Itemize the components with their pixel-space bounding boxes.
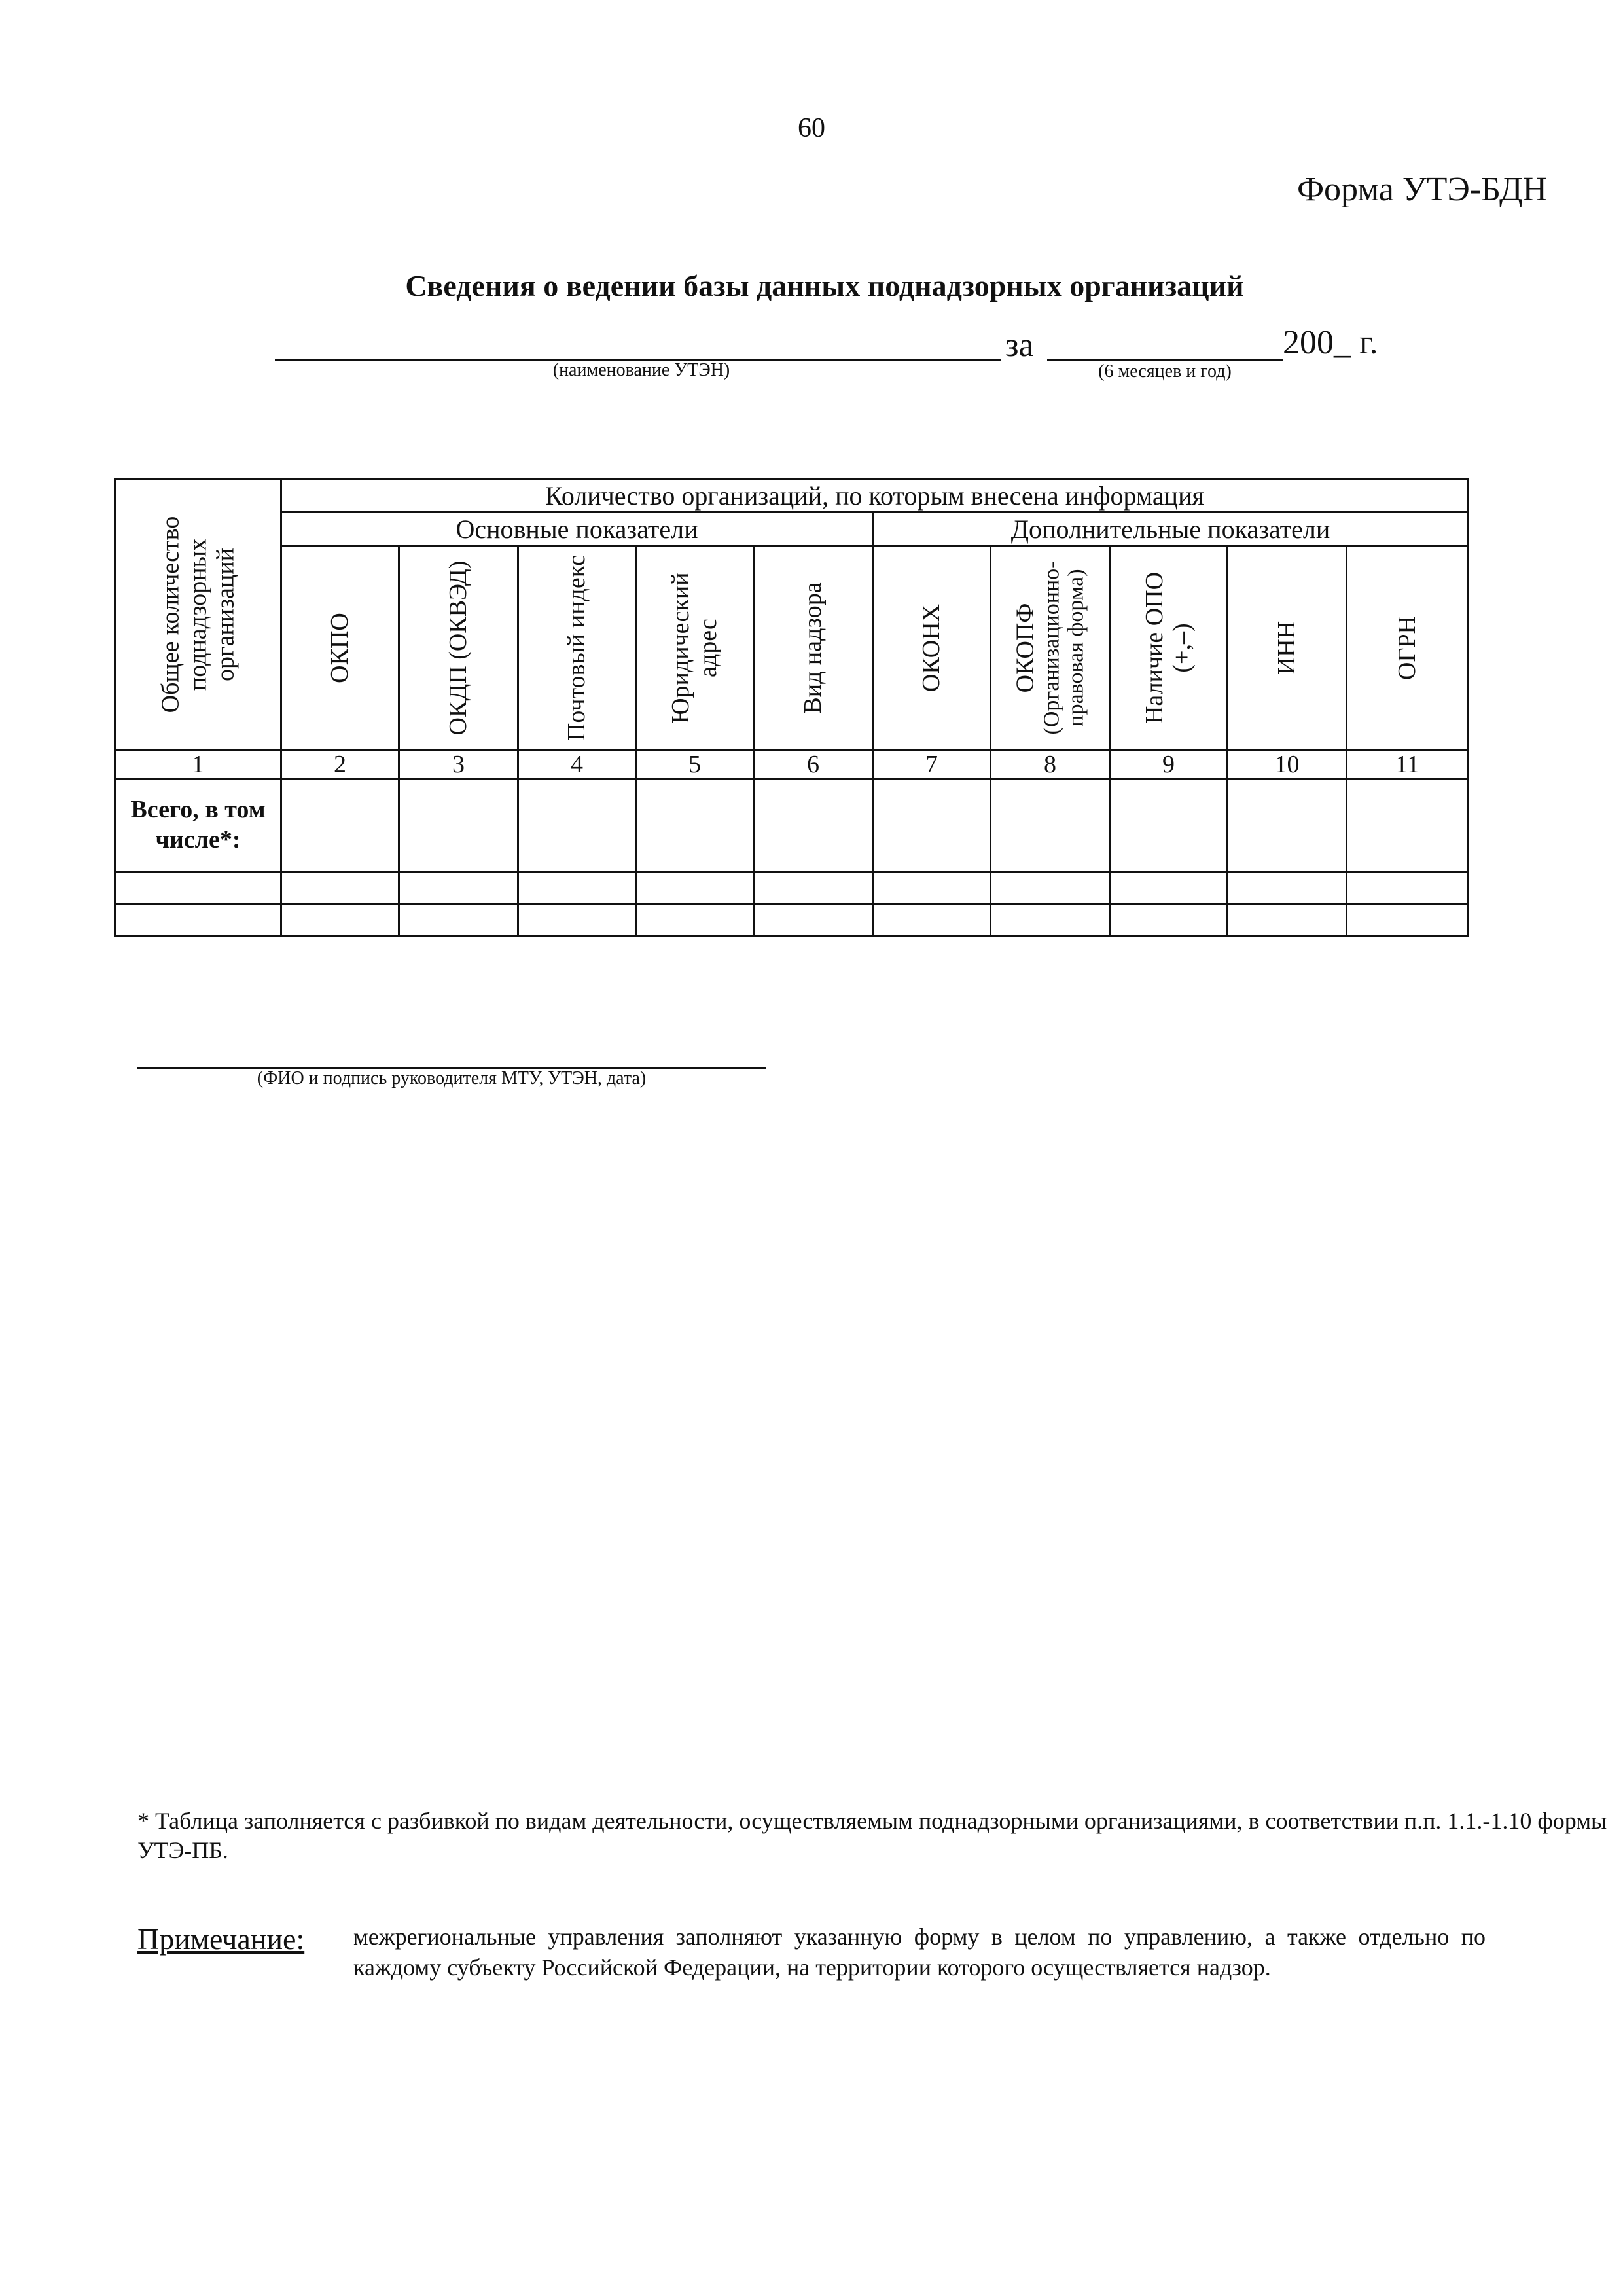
table-cell xyxy=(1110,872,1228,905)
table-cell xyxy=(1347,905,1469,937)
table-cell xyxy=(281,905,399,937)
empty-row xyxy=(115,905,1469,937)
footnote: * Таблица заполняется с разбивкой по видам деятельности, осуществляемым поднадзорными организациями, в соответствии п.п. 1.1.-1.10 формы УТЭ-ПБ. xyxy=(137,1808,1607,1863)
table-cell xyxy=(1110,905,1228,937)
table-cell xyxy=(281,779,399,872)
table-cell xyxy=(636,905,754,937)
za-label: за xyxy=(1005,327,1034,364)
col-header-opo xyxy=(1110,546,1228,751)
table-cell xyxy=(754,905,873,937)
table-cell xyxy=(399,905,518,937)
col-header-1 xyxy=(115,479,281,751)
col-header-supervision-type xyxy=(754,546,873,751)
col-header-opo-line-1: Наличие ОПО xyxy=(1140,571,1168,725)
col-header-inn-text: ИНН xyxy=(1272,620,1300,675)
column-number: 4 xyxy=(518,751,636,779)
table-cell xyxy=(518,779,636,872)
table-cell xyxy=(1347,779,1469,872)
col-header-okonh-text: ОКОНХ xyxy=(917,603,945,692)
document-title: Сведения о ведении базы данных поднадзорных организаций xyxy=(405,269,1244,302)
table-cell xyxy=(281,872,399,905)
table-cell xyxy=(518,872,636,905)
col-header-opo-line-2: (+,–) xyxy=(1168,623,1196,673)
col-header-1-line-1: Общее количество xyxy=(156,516,184,713)
table-cell xyxy=(873,779,991,872)
total-row xyxy=(115,779,1469,872)
table-cell xyxy=(991,872,1110,905)
column-number: 7 xyxy=(873,751,991,779)
col-header-okonh xyxy=(873,546,991,751)
table-cell xyxy=(1347,872,1469,905)
table-cell xyxy=(636,872,754,905)
col-header-legal-address xyxy=(636,546,754,751)
col-header-okopf-line-3: правовая форма) xyxy=(1063,569,1088,727)
col-header-okopf-line-1: ОКОПФ xyxy=(1011,603,1039,693)
table-cell xyxy=(518,905,636,937)
col-header-inn xyxy=(1228,546,1347,751)
period-caption: (6 месяцев и год) xyxy=(1098,361,1232,382)
table-cell xyxy=(873,905,991,937)
col-header-okpo-text: ОКПО xyxy=(325,613,353,683)
column-number: 5 xyxy=(636,751,754,779)
col-header-postcode-text: Почтовый индекс xyxy=(562,554,590,742)
column-number: 6 xyxy=(754,751,873,779)
col-header-okdp xyxy=(399,546,518,751)
column-number: 9 xyxy=(1110,751,1228,779)
table-cell xyxy=(115,872,281,905)
table-cell xyxy=(754,872,873,905)
utehn-name-caption: (наименование УТЭН) xyxy=(552,360,730,380)
note-text: межрегиональные управления заполняют указанную форму в целом по управлению, а также отдельно по каждому субъекту Российской Федерации, на территории которого осуществляется надзор. xyxy=(353,1924,1486,1981)
group-main-header: Основные показатели xyxy=(281,512,873,546)
col-header-ogrn xyxy=(1347,546,1469,751)
table-cell xyxy=(991,779,1110,872)
table-cell xyxy=(399,779,518,872)
column-number: 2 xyxy=(281,751,399,779)
col-header-1-line-3: организаций xyxy=(211,548,239,682)
table-cell xyxy=(991,905,1110,937)
page-number: 60 xyxy=(798,113,825,143)
column-number: 11 xyxy=(1347,751,1469,779)
form-name: Форма УТЭ-БДН xyxy=(1296,171,1547,208)
column-number: 10 xyxy=(1228,751,1347,779)
period-line xyxy=(1047,359,1283,361)
table-cell xyxy=(873,872,991,905)
table-cell xyxy=(754,779,873,872)
table-cell xyxy=(1110,779,1228,872)
column-number: 1 xyxy=(115,751,281,779)
table-cell xyxy=(1228,905,1347,937)
signature-caption: (ФИО и подпись руководителя МТУ, УТЭН, дата) xyxy=(257,1068,647,1088)
col-header-okdp-text: ОКДП (ОКВЭД) xyxy=(444,560,472,736)
top-header: Количество организаций, по которым внесена информация xyxy=(281,479,1469,512)
organizations-table xyxy=(114,478,1469,937)
note-title: Примечание: xyxy=(137,1922,305,1956)
table-cell xyxy=(1228,872,1347,905)
year-label: 200_ г. xyxy=(1283,324,1378,361)
col-header-okopf xyxy=(991,546,1110,751)
col-header-postcode xyxy=(518,546,636,751)
col-header-legal-address-line-1: Юридический xyxy=(666,572,694,724)
col-header-ogrn-text: ОГРН xyxy=(1393,616,1421,680)
column-number-row xyxy=(115,751,1469,779)
table-cell xyxy=(115,905,281,937)
table-cell xyxy=(399,872,518,905)
group-extra-header: Дополнительные показатели xyxy=(873,512,1469,546)
table-cell xyxy=(1228,779,1347,872)
col-header-okopf-line-2: (Организационно- xyxy=(1039,561,1064,735)
table-cell xyxy=(636,779,754,872)
column-number: 8 xyxy=(991,751,1110,779)
empty-row xyxy=(115,872,1469,905)
total-row-label: Всего, в том числе*: xyxy=(115,779,281,872)
col-header-1-line-2: поднадзорных xyxy=(183,538,211,691)
col-header-supervision-type-text: Вид надзора xyxy=(798,582,827,714)
col-header-legal-address-line-2: адрес xyxy=(694,619,722,677)
col-header-okpo xyxy=(281,546,399,751)
column-number: 3 xyxy=(399,751,518,779)
